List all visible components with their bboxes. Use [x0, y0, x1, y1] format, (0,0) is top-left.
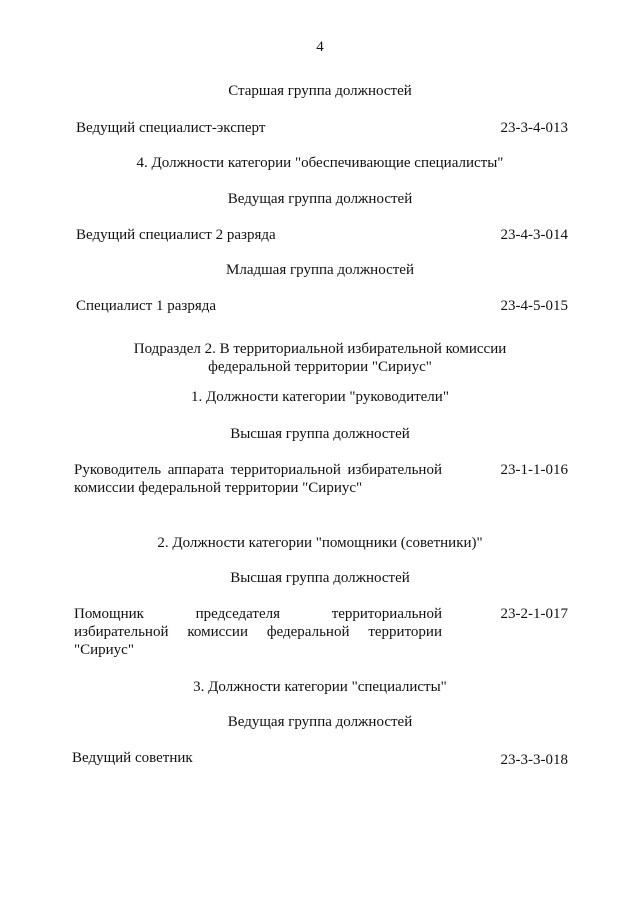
category-heading-2: 2. Должности категории "помощники (советники)": [157, 535, 483, 551]
position-title: Помощник председателя территориальной избирательной комиссии федеральной территории "Сириус": [74, 606, 442, 658]
position-code: 23-4-3-014: [500, 227, 568, 243]
group-heading-junior: Младшая группа должностей: [226, 262, 414, 278]
position-code: 23-4-5-015: [500, 298, 568, 314]
group-heading-highest: Высшая группа должностей: [230, 426, 410, 442]
position-code: 23-2-1-017: [500, 606, 568, 622]
group-heading-leading: Ведущая группа должностей: [227, 191, 413, 207]
position-code: 23-3-3-018: [500, 752, 568, 768]
position-title: Руководитель аппарата территориальной избирательной комиссии федеральной территории "Сириус": [74, 462, 442, 496]
category-heading-3: 3. Должности категории "специалисты": [193, 679, 447, 695]
subsection-heading-line-2: федеральной территории "Сириус": [208, 359, 432, 375]
category-heading-1: 1. Должности категории "руководители": [191, 389, 449, 405]
position-code: 23-3-4-013: [500, 120, 568, 136]
group-heading-leading: Ведущая группа должностей: [227, 714, 413, 730]
position-title: Ведущий специалист-эксперт: [76, 120, 266, 136]
group-heading-highest: Высшая группа должностей: [230, 570, 410, 586]
position-title: Ведущий специалист 2 разряда: [76, 227, 276, 243]
position-title: Ведущий советник: [72, 750, 193, 766]
position-title: Специалист 1 разряда: [76, 298, 217, 314]
position-code: 23-1-1-016: [500, 462, 568, 478]
subsection-heading-line-1: Подраздел 2. В территориальной избирательной комиссии: [133, 341, 507, 357]
page-number: 4: [316, 39, 324, 55]
group-heading-senior: Старшая группа должностей: [228, 83, 412, 99]
category-heading-4: 4. Должности категории "обеспечивающие специалисты": [136, 155, 504, 171]
